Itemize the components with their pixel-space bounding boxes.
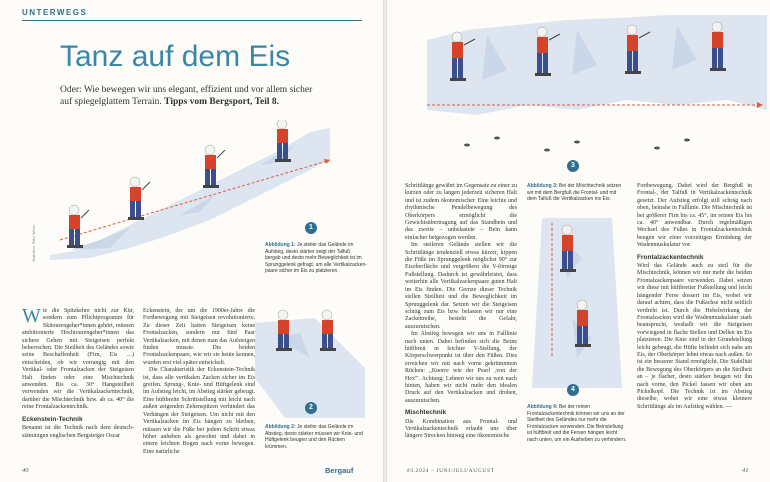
caption-4-label: Abbildung 4: [527,404,558,410]
right-column-3 [637,183,752,411]
figure-caption-2 [265,424,367,450]
right-col3-paragraph-1: Fortbewegung. Dabei wird der Bergfuß in Frontal-, der Talfuß in Vertikalzackentechnik gesetzt. Der Aufstieg erfolgt still schräg nach oben, beinahe in Falllinie. Die Mischtechnik ist bei größerer Firn bis ca. 45°, im reinen Eis bis ca. 40° anwendbar. Durch regelmäßigen Wechsel des Fußes in Frontalzackentechnik beugen wir einer vorzeitigen Ermüdung der Wadenmuskulatur vor. [637,183,752,249]
col1-paragraph-1: ie die Spitzkehre nicht zur Kür, sondern zum Pflichtprogramm für Skitourengeher*innen gehört, müssen ambitionierte Hochtourengeher*innen das sichere Gehen mit Steigeisen perfekt beherrschen. Die Steilheit des Geländes sowie seine Beschaffenheit (Firn, Eis …) entscheiden, ob wir vorrangig mit den Vertikal- oder Frontalzacken der Steigeisen Halt finden oder eine Mischtechnik anwenden. Bis ca. 30° Hangsteilheit verwenden wir die Vertikalzackentechnik, darüber die Mischtechnik bzw. ab ca. 40° die reine Frontalzackentechnik. [22,308,134,411]
figure-badge-3: 3 [567,160,579,172]
caption-1-text: Je steiler das Gelände im Aufstieg, desto stärker zeigt der Talfuß bergab und desto mehr Beweglichkeit ist im Sprunggelenk gefragt, um alle Vertikalzacken-paare sicher im Eis zu platzieren. [265,242,368,274]
caption-2-text: Je steiler das Gelände im Abstieg, desto stärker müssen wir Knie- und Hüftgelenk beugen und den Rücken krümmen. [265,424,363,450]
right-col1-paragraph-3: Im Abstieg bewegen wir uns in Falllinie nach unten. Dabei befinden sich die Beine hüftbreit in leichter V-Stellung, der Körperschwerpunkt ist über den Füßen. Dies erreichen wir mit nach vorne gekrümmtem Rücken: „Knorre wie der Pearl ‚von der Hex'". Achtung: Lehnen wir uns zu weit nach hinten, haben wir nicht mehr den idealen Druck auf den Vertikalzacken und drohen, auszurutschen. [405,331,517,404]
right-page [387,0,770,482]
caption-1-label: Abbildung 1: [265,242,296,248]
page-number-left: 40 [22,467,29,474]
figure-badge-1: 1 [305,222,317,234]
subhead-mischtechnik: Mischtechnik [405,409,447,417]
footprints [464,137,690,152]
caption-4-text: Bei der reinen Frontalzackentechnik können wir uns an der Steilheit des Geländes nur mehr die Frontalzacken verwenden. Die Beinstellung ist hüftbreit und die Fersen hängen leicht nach unten, um ein Ausheben zu verhindern. [527,404,627,443]
subhead-eckenstein: Eckenstein-Technik [22,415,83,423]
issue-line: #3.2024 – JUNI/JULI/AUGUST [407,468,495,474]
figure-badge-4: 4 [567,384,579,396]
left-column-2 [143,308,255,456]
right-col1-paragraph-4: Die Kombination aus Frontal- und Vertikalzackentechnik erlaubt uns über längere Strecken hinweg eine ökonomische [405,418,517,440]
right-column-1 [405,183,517,441]
drop-cap: W [22,305,41,327]
caption-3-text: Bei der Mischtechnik setzen wir mit dem Bergfuß die Frontal- und mit dem Talfuß die Vertikalzacken ins Eis. [527,183,622,202]
col1-paragraph-2: Benannt ist die Technik nach dem deutsch-stämmigen englischen Bergsteiger Oscar [22,425,134,439]
author-name: GERHARD MÖSSMER [69,125,142,132]
left-column-1 [22,305,134,440]
lede-text: Oder: Wie bewegen wir uns elegant, effizient und vor allem sicher auf spiegelglattem Terrain. [60,85,313,107]
left-page [0,0,383,482]
col2-paragraph-2: Die Charakteristik der Eckenstein-Technik ist, dass alle vertikalen Zacken sicher im Eis greifen. Sprung-, Knie- und Hüftgelenk sind im Aufstieg leicht, im Abstieg stärker gebeugt. Eine hüftbreite Schrittstellung mit leicht nach außen zeigenden Zehenspitzen verhindert das Verhängen der Steigeisen. Um nicht mit den Vertikalzacken im Eis hängen zu bleiben, müssen wir die Füße bei jedem Schritt etwas höher anheben als gewohnt und dabei in einem leichten Bogen nach vorne bewegen. Eine natürliche [143,367,255,455]
right-col3-paragraph-2: Wird das Gelände auch zu steil für die Mischtechnik, können wir nur mehr die beiden Frontalzackenpaare verwenden. Dabei setzen wir diese mit hüftbreiter Fußstellung und leicht hängender Ferse dossert im Eis, wobei wir darauf achten, dass die Fußachse nicht seitlich verdreht ist. Durch die Hebelwirkung der Frontalzacken wird die Wadenmuskulatur stark beansprucht, weshalb wir die Steigeisen vorwiegend in flache Stellen und Dellen im Eis platzieren. Die Knie sind in der Grundstellung leicht gebeugt, die Hüfte befindet sich nahe am Eis, der Oberkörper lehnt etwas nach außen. So ist ein besserer Stand ermöglicht. Die Stabilität die Bewegung des Oberkörpers an die Steilheit an – je flacher, desto stärker beugen wir ihn nach vorne, den Pickel fassen wir oben am Pickelkopf. Die Technik ist im Abstieg dieselbe, wobei wir eine etwas kleinere Schrittlänge als im Aufstieg wählen. — [637,263,752,410]
climber-figure-1a [67,205,89,248]
subhead-frontalzackentechnik: Frontalzackentechnik [637,253,704,261]
article-headline: Tanz auf dem Eis [60,40,291,73]
magazine-brand: Bergauf [325,466,354,475]
figure-badge-2: 2 [305,402,317,414]
section-rule [22,20,362,21]
climber-figure-1b [128,177,150,220]
illustration-mixed-technique [427,10,767,160]
illustration-frontpoint [522,218,632,388]
illustration-credit: Illustration: Ritter Weiler [32,224,36,262]
figure-caption-4 [527,404,627,443]
caption-3-label: Abbildung 3: [527,183,558,189]
page-number-right: 41 [742,467,749,474]
lede-series: Tipps vom Bergsport, Teil 8. [164,97,280,107]
section-label: UNTERWEGS [22,8,88,17]
caption-2-label: Abbildung 2: [265,424,296,430]
figure-caption-1 [265,242,367,275]
right-col1-paragraph-1: Schrittlänge gewährt im Gegensatz zu einer zu kurzen oder zu langen jederzeit sicheren Halt und ist zudem ökonomischer. Eine leichte und rhythmische Pendelbewegung des Oberkörpers ermöglicht die Gewichtsübertragung auf das Standbein und das zweite – unbelastete – Bein kann einfacher beigezogen werden. [405,183,517,241]
figure-caption-3 [527,183,627,203]
illustration-ascent [40,120,340,260]
col2-paragraph-1: Eckenstein, der um die 1900er-Jahre die Fortbewegung mit Steigeisen revolutionierte. Zu dieser Zeit hatten Steigeisen keine Frontalzacken, sondern nur fünf Paar Vertikalzacken, mit denen man das Aufsteigen finden musste. Die beiden Frontalzackenpaare, wie wir sie heute kennen, wurden erst viel später entwickelt. [143,308,255,366]
article-lede [60,84,320,108]
right-col1-paragraph-2: Im steileren Gelände stellen wir die Schrittlänge tendenziell etwas kürzer, kippen die Füße im Sprunggelenk möglichst 90° zur Eisoberfläche und vergrößern die V-förmige Fußstellung. Dadurch ist gewährleistet, dass weiterhin alle Vertikalzackenpaare guten Halt im Eis finden. Die Grenze dieser Technik stellen Steilheit und die Beweglichkeit im Sprunggelenk dar. Setzen wir die Steigeisen schräg zum Eis bzw. belasten wir nur eine Zackenreihe, besteht die Gefahr, auszurutschen. [405,242,517,330]
